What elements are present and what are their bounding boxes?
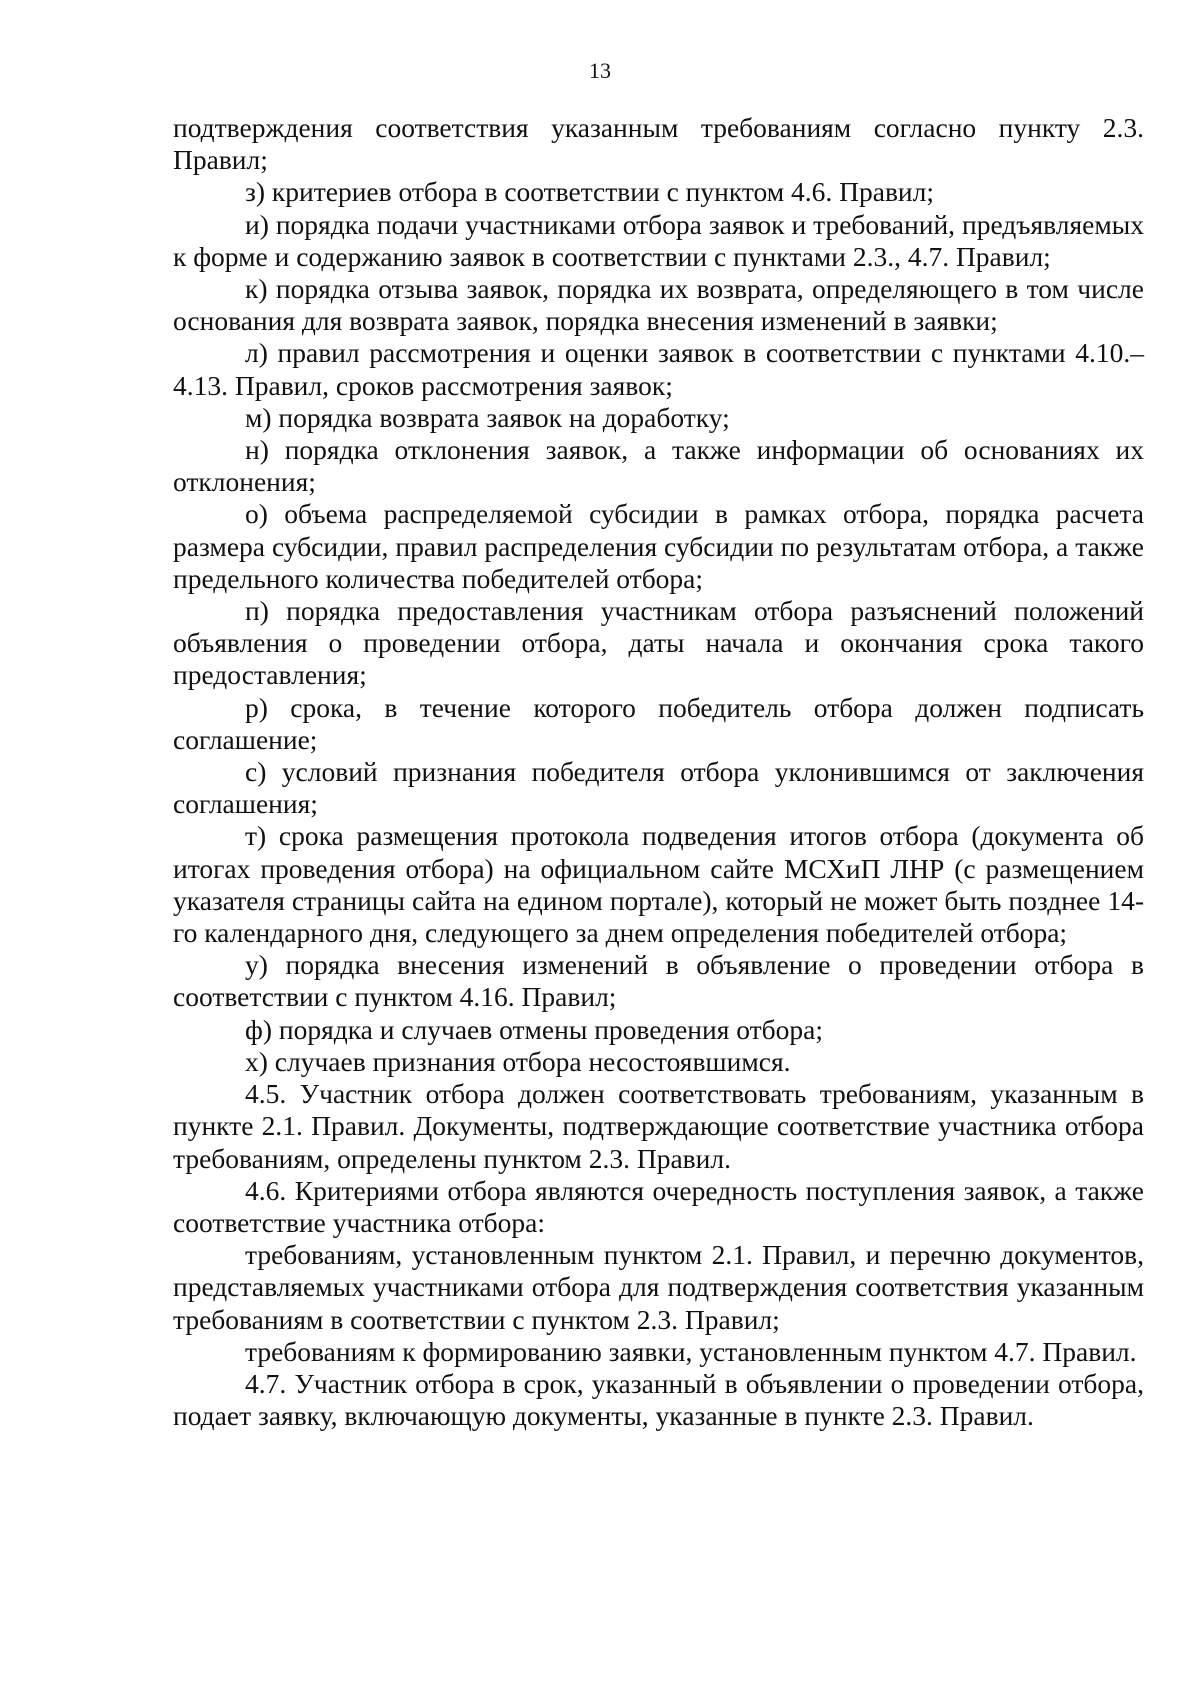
paragraph: т) срока размещения протокола подведения итогов отбора (документа об итогах проведения отбора) на официальном сайте МСХиП ЛНР (с размещением указателя страницы сайта на едином портале), который не может быть позднее 14-го календарного дня, следующего за днем определения победителей отбора;	[173, 820, 1144, 949]
paragraph: р) срока, в течение которого победитель отбора должен подписать соглашение;	[173, 691, 1144, 755]
paragraph: х) случаев признания отбора несостоявшимся.	[245, 1045, 791, 1077]
document-body	[173, 112, 1144, 1432]
paragraph: у) порядка внесения изменений в объявление о проведении отбора в соответствии с пунктом 4.16. Правил;	[173, 949, 1144, 1013]
paragraph: з) критериев отбора в соответствии с пунктом 4.6. Правил;	[245, 176, 935, 208]
paragraph: к) порядка отзыва заявок, порядка их возврата, определяющего в том числе основания для возврата заявок, порядка внесения изменений в заявки;	[173, 273, 1144, 337]
paragraph: 4.7. Участник отбора в срок, указанный в объявлении о проведении отбора, подает заявку, включающую документы, указанные в пункте 2.3. Правил.	[173, 1367, 1144, 1432]
paragraph: о) объема распределяемой субсидии в рамках отбора, порядка расчета размера субсидии, правил распределения субсидии по результатам отбора, а также предельного количества победителей отбора;	[173, 498, 1144, 594]
paragraph: н) порядка отклонения заявок, а также информации об основаниях их отклонения;	[173, 434, 1144, 498]
paragraph: л) правил рассмотрения и оценки заявок в соответствии с пунктами 4.10.–4.13. Правил, сроков рассмотрения заявок;	[173, 337, 1144, 401]
paragraph: 4.5. Участник отбора должен соответствовать требованиям, указанным в пункте 2.1. Правил. Документы, подтверждающие соответствие участника отбора требованиям, определены пунктом 2.3. Правил.	[173, 1078, 1144, 1174]
paragraph: и) порядка подачи участниками отбора заявок и требований, предъявляемых к форме и содержанию заявок в соответствии с пунктами 2.3., 4.7. Правил;	[173, 208, 1144, 272]
paragraph: подтверждения соответствия указанным требованиям согласно пункту 2.3. Правил;	[173, 112, 1144, 176]
paragraph: м) порядка возврата заявок на доработку;	[245, 401, 730, 433]
paragraph: с) условий признания победителя отбора уклонившимся от заключения соглашения;	[173, 756, 1144, 820]
paragraph: 4.6. Критериями отбора являются очередность поступления заявок, а также соответствие участника отбора:	[173, 1174, 1144, 1238]
paragraph: ф) порядка и случаев отмены проведения отбора;	[245, 1013, 823, 1045]
paragraph: требованиям к формированию заявки, установленным пунктом 4.7. Правил.	[245, 1335, 1137, 1367]
paragraph: п) порядка предоставления участникам отбора разъяснений положений объявления о проведении отбора, даты начала и окончания срока такого предоставления;	[173, 595, 1144, 691]
paragraph: требованиям, установленным пунктом 2.1. Правил, и перечню документов, представляемых участниками отбора для подтверждения соответствия указанным требованиям в соответствии с пунктом 2.3. Правил;	[173, 1239, 1144, 1335]
page-number: 13	[589, 58, 611, 83]
